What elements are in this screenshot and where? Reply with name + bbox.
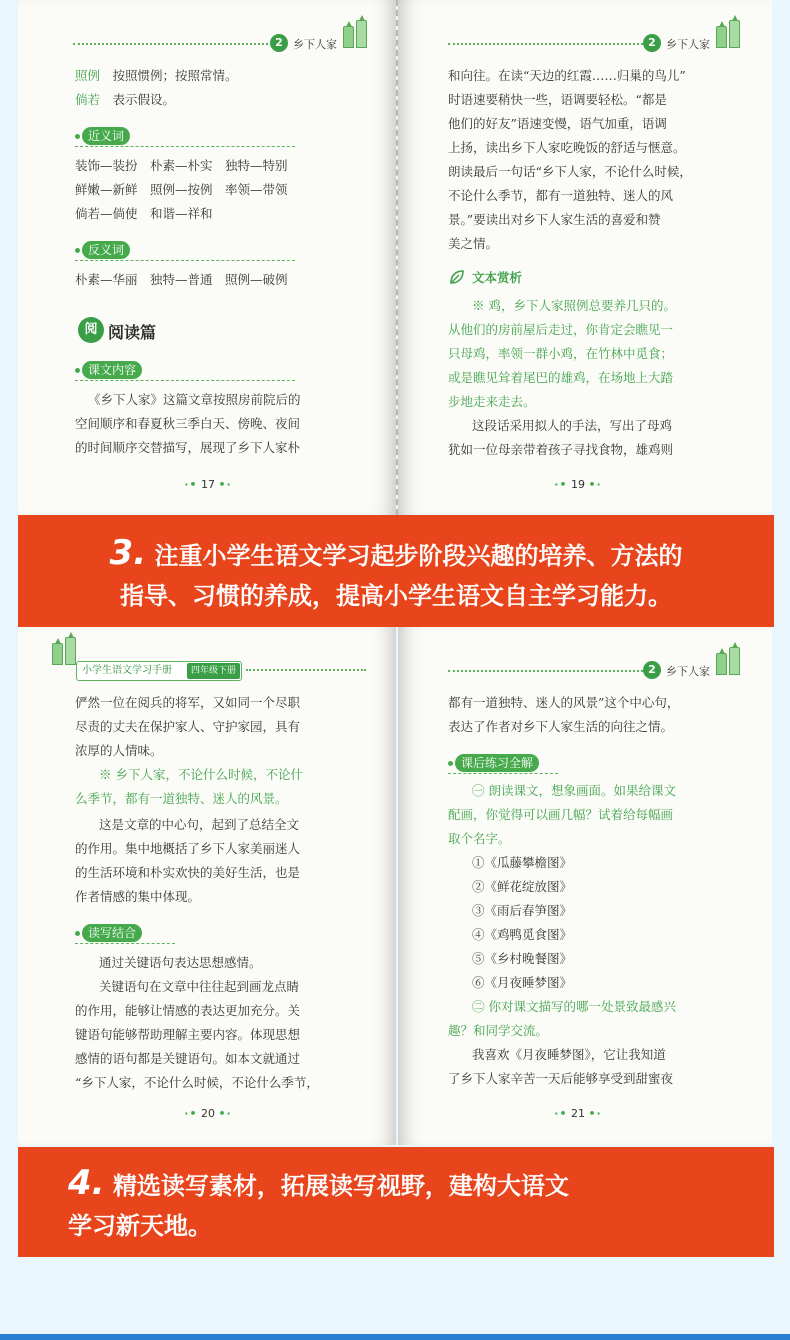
question-line: 趣？和同学交流。 [448, 1023, 549, 1038]
para-line: 表达了作者对乡下人家生活的向往之情。 [448, 719, 674, 734]
header-divider [448, 670, 643, 672]
section-title: 阅读篇 [108, 323, 157, 342]
content-tag: 课文内容 [82, 361, 142, 379]
unit-number-badge: 2 [270, 34, 288, 52]
para-line: 时语速要稍快一些，语调要轻松。“都是 [448, 92, 667, 107]
page-header [398, 30, 772, 56]
vocab-item [75, 88, 175, 112]
pencil-icon [729, 20, 740, 48]
para-line: 犹如一位母亲带着孩子寻找食物，雄鸡则 [448, 442, 674, 457]
answer-item: ⑤《乡村晚餐图》 [472, 951, 573, 966]
rw-line: 通过关键语句表达思想感情。 [99, 955, 262, 970]
content-line: 《乡下人家》这篇文章按照房前院后的 [88, 392, 301, 407]
tag-dot [448, 761, 453, 766]
rw-line: 的作用，能够让情感的表达更加充分。关 [75, 1003, 301, 1018]
para-line: 都有一道独特、迷人的风景”这个中心句， [448, 695, 680, 710]
synonym-line: 倘若—倘使 和谐—祥和 [75, 206, 213, 221]
para-line: 他们的好友”语速变慢，语气加重，语调 [448, 116, 667, 131]
page-number-value: 19 [571, 478, 585, 491]
book-page-20 [18, 627, 396, 1145]
vocab-definition: 按照惯例；按照常情。 [112, 68, 238, 83]
para-line: 作者情感的集中体现。 [75, 889, 201, 904]
question-line: ㊀ 朗读课文，想象画面。如果给课文 [472, 783, 676, 798]
tag-underline [75, 260, 295, 261]
synonym-line: 鲜嫩—新鲜 照例—按例 率领—带领 [75, 182, 288, 197]
synonym-line: 装饰—装扮 朴素—朴实 独特—特别 [75, 158, 288, 173]
quote-line: ※ 乡下人家，不论什么时候，不论什 [99, 767, 303, 782]
para-line: 尽责的丈夫在保护家人、守护家园，具有 [75, 719, 301, 734]
quote-line: ※ 鸡，乡下人家照例总要养几只的。 [472, 298, 676, 313]
pencil-icon [729, 647, 740, 675]
unit-title: 乡下人家 [293, 38, 337, 51]
quote-line: 么季节，都有一道独特、迷人的风景。 [75, 791, 288, 806]
vocab-definition: 表示假设。 [112, 92, 176, 107]
page-number-value: 17 [201, 478, 215, 491]
vocab-item [75, 64, 238, 88]
header-divider [246, 669, 366, 671]
grade-badge: 四年级下册 [187, 663, 240, 679]
book-title: 小学生语文学习手册 [82, 665, 172, 676]
banner-text: 指导、习惯的养成，提高小学生语文自主学习能力。 [120, 582, 672, 610]
banner-number: 4. [68, 1163, 105, 1203]
rw-line: “乡下人家，不论什么时候，不论什么季节， [75, 1075, 319, 1090]
answer-item: ④《鸡鸭觅食图》 [472, 927, 573, 942]
para-line: 的生活环境和朴实欢快的美好生活，也是 [75, 865, 301, 880]
answer-item: ②《鲜花绽放图》 [472, 879, 573, 894]
header-divider [73, 43, 268, 45]
banner-line [68, 1163, 774, 1206]
page-number: ·• 19 •· [554, 478, 602, 491]
page-number: ·• 21 •· [554, 1107, 602, 1120]
para-line: 不论什么季节，都有一道独特、迷人的风 [448, 188, 674, 203]
antonym-tag: 反义词 [82, 241, 130, 259]
tag-dot [75, 134, 80, 139]
pencil-icon [343, 26, 354, 48]
para-line: 的作用。集中地概括了乡下人家美丽迷人 [75, 841, 301, 856]
quote-line: 只母鸡，率领一群小鸡，在竹林中觅食； [448, 346, 674, 361]
page-number: ·• 17 •· [184, 478, 232, 491]
question-line: ㊁ 你对课文描写的哪一处景致最感兴 [472, 999, 676, 1014]
book-logo [76, 661, 242, 681]
vocab-term: 照例 [75, 68, 101, 83]
book-page-19 [398, 0, 772, 515]
rw-line: 感情的语句都是关键语句。如本文就通过 [75, 1051, 301, 1066]
header-divider [448, 43, 643, 45]
quote-line: 步地走来走去。 [448, 394, 536, 409]
book-icon: 阅 [78, 317, 104, 343]
content-line: 的时间顺序交替描写，展现了乡下人家朴 [75, 440, 301, 455]
leaf-icon [448, 268, 466, 286]
tag-dot [75, 368, 80, 373]
para-line: 这段话采用拟人的手法，写出了母鸡 [472, 418, 673, 433]
exercise-tag: 课后练习全解 [455, 754, 539, 772]
para-line: 这是文章的中心句，起到了总结全文 [99, 817, 300, 832]
quote-line: 从他们的房前屋后走过，你肯定会瞧见一 [448, 322, 674, 337]
para-line: 浓厚的人情味。 [75, 743, 163, 758]
pencil-icon [716, 653, 727, 675]
bottom-accent-bar [0, 1334, 790, 1340]
answer-item: ①《瓜藤攀檐图》 [472, 855, 573, 870]
book-page-21 [398, 627, 772, 1145]
rw-line: 键语句能够帮助理解主要内容。体现思想 [75, 1027, 301, 1042]
para-line: 俨然一位在阅兵的将军，又如同一个尽职 [75, 695, 301, 710]
page-number-value: 20 [201, 1107, 215, 1120]
tag-dot [75, 248, 80, 253]
unit-number-badge: 2 [643, 661, 661, 679]
read-write-tag: 读写结合 [82, 924, 142, 942]
appreciation-title: 文本赏析 [472, 270, 523, 285]
question-line: 配画，你觉得可以画几幅？试着给每幅画 [448, 807, 674, 822]
tag-underline [75, 146, 295, 147]
tag-dot [75, 931, 80, 936]
vocab-term: 倘若 [75, 92, 101, 107]
unit-number-badge: 2 [643, 34, 661, 52]
rw-line: 关键语句在文章中往往起到画龙点睛 [99, 979, 300, 994]
unit-title: 乡下人家 [666, 665, 710, 678]
synonym-tag: 近义词 [82, 127, 130, 145]
question-line: 取个名字。 [448, 831, 511, 846]
para-line: 景。”要读出对乡下人家生活的喜爱和赞 [448, 212, 661, 227]
pencil-icon [356, 20, 367, 48]
page-number: ·• 20 •· [184, 1107, 232, 1120]
para-line: 和向往。在读“天边的红霞……归巢的鸟儿” [448, 68, 686, 83]
banner-text: 注重小学生语文学习起步阶段兴趣的培养、方法的 [154, 542, 683, 570]
para-line: 朗读最后一句话“乡下人家，不论什么时候， [448, 164, 692, 179]
page-header [18, 30, 396, 56]
banner-number: 3. [109, 533, 147, 573]
answer-line: 我喜欢《月夜睡梦图》，它让我知道 [472, 1047, 666, 1062]
banner-text: 学习新天地。 [68, 1212, 212, 1240]
pencil-icon [716, 26, 727, 48]
tag-underline [75, 380, 295, 381]
para-line: 上扬，读出乡下人家吃晚饭的舒适与惬意。 [448, 140, 686, 155]
tag-underline [75, 943, 175, 944]
tag-underline [448, 773, 558, 774]
book-page-17 [18, 0, 396, 515]
pencil-icon [52, 643, 63, 665]
gutter-divider [396, 0, 398, 515]
para-line: 美之情。 [448, 236, 499, 251]
page-header [398, 657, 772, 683]
feature-banner-4 [18, 1147, 774, 1257]
quote-line: 或是瞧见耸着尾巴的雄鸡，在场地上大踏 [448, 370, 674, 385]
answer-item: ③《雨后春笋图》 [472, 903, 573, 918]
content-line: 空间顺序和春夏秋三季白天、傍晚、夜间 [75, 416, 301, 431]
pencil-icon [65, 637, 76, 665]
banner-line [18, 533, 774, 576]
answer-item: ⑥《月夜睡梦图》 [472, 975, 573, 990]
antonym-line: 朴素—华丽 独特—普通 照例—破例 [75, 272, 288, 287]
banner-text: 精选读写素材，拓展读写视野，建构大语文 [112, 1172, 569, 1200]
answer-line: 了乡下人家辛苦一天后能够享受到甜蜜夜 [448, 1071, 674, 1086]
unit-title: 乡下人家 [666, 38, 710, 51]
feature-banner-3 [18, 515, 774, 627]
page-number-value: 21 [571, 1107, 585, 1120]
page-header [18, 643, 396, 676]
